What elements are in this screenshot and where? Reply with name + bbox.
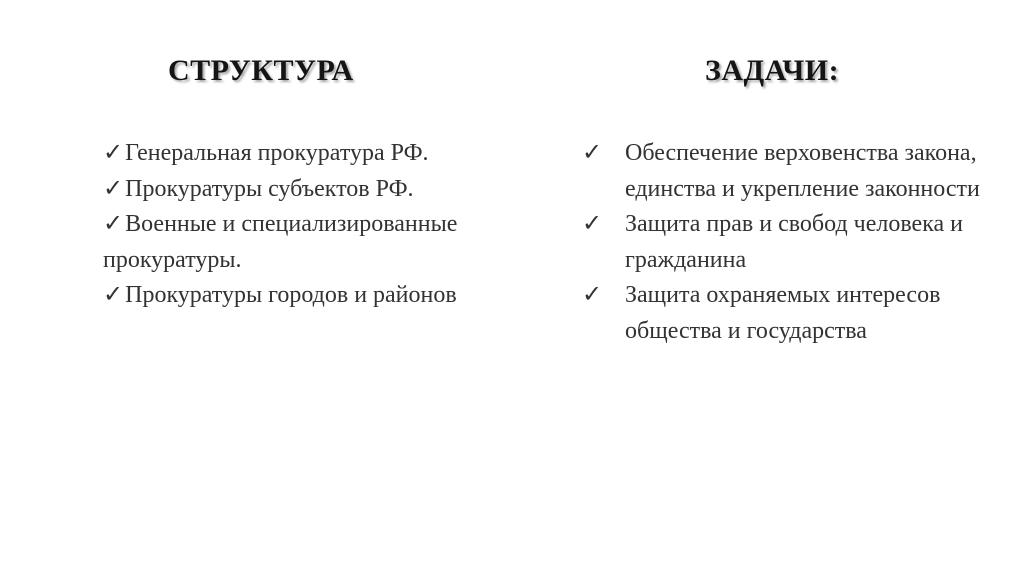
list-item (582, 136, 1002, 207)
task-item-text: Защита охраняемых интересов общества и государства (625, 282, 941, 344)
list-item (103, 136, 463, 172)
checkmark-icon: ✓ (582, 140, 603, 166)
checkmark-icon: ✓ (103, 175, 124, 202)
list-item (582, 278, 1002, 349)
list-item (582, 207, 1002, 278)
structure-list (103, 136, 463, 314)
task-item-text: Защита прав и свобод человека и гражданина (625, 211, 963, 273)
tasks-list (582, 136, 1002, 349)
task-item-text: Обеспечение верховенства закона, единства и укрепление законности (625, 140, 980, 202)
structure-item-text: Прокуратуры городов и районов (125, 282, 457, 308)
structure-item-text: Генеральная прокуратура РФ. (125, 140, 429, 166)
checkmark-icon: ✓ (103, 140, 124, 166)
structure-heading: СТРУКТУРА (168, 54, 354, 87)
checkmark-icon: ✓ (103, 211, 124, 237)
list-item (103, 172, 463, 208)
tasks-heading: ЗАДАЧИ: (705, 54, 840, 87)
structure-item-text: Военные и специализированные прокуратуры. (103, 211, 458, 273)
list-item (103, 207, 463, 278)
checkmark-icon: ✓ (103, 282, 124, 308)
list-item (103, 278, 463, 314)
checkmark-icon: ✓ (582, 282, 603, 308)
structure-item-text: Прокуратуры субъектов РФ. (125, 175, 414, 202)
checkmark-icon: ✓ (582, 211, 603, 237)
